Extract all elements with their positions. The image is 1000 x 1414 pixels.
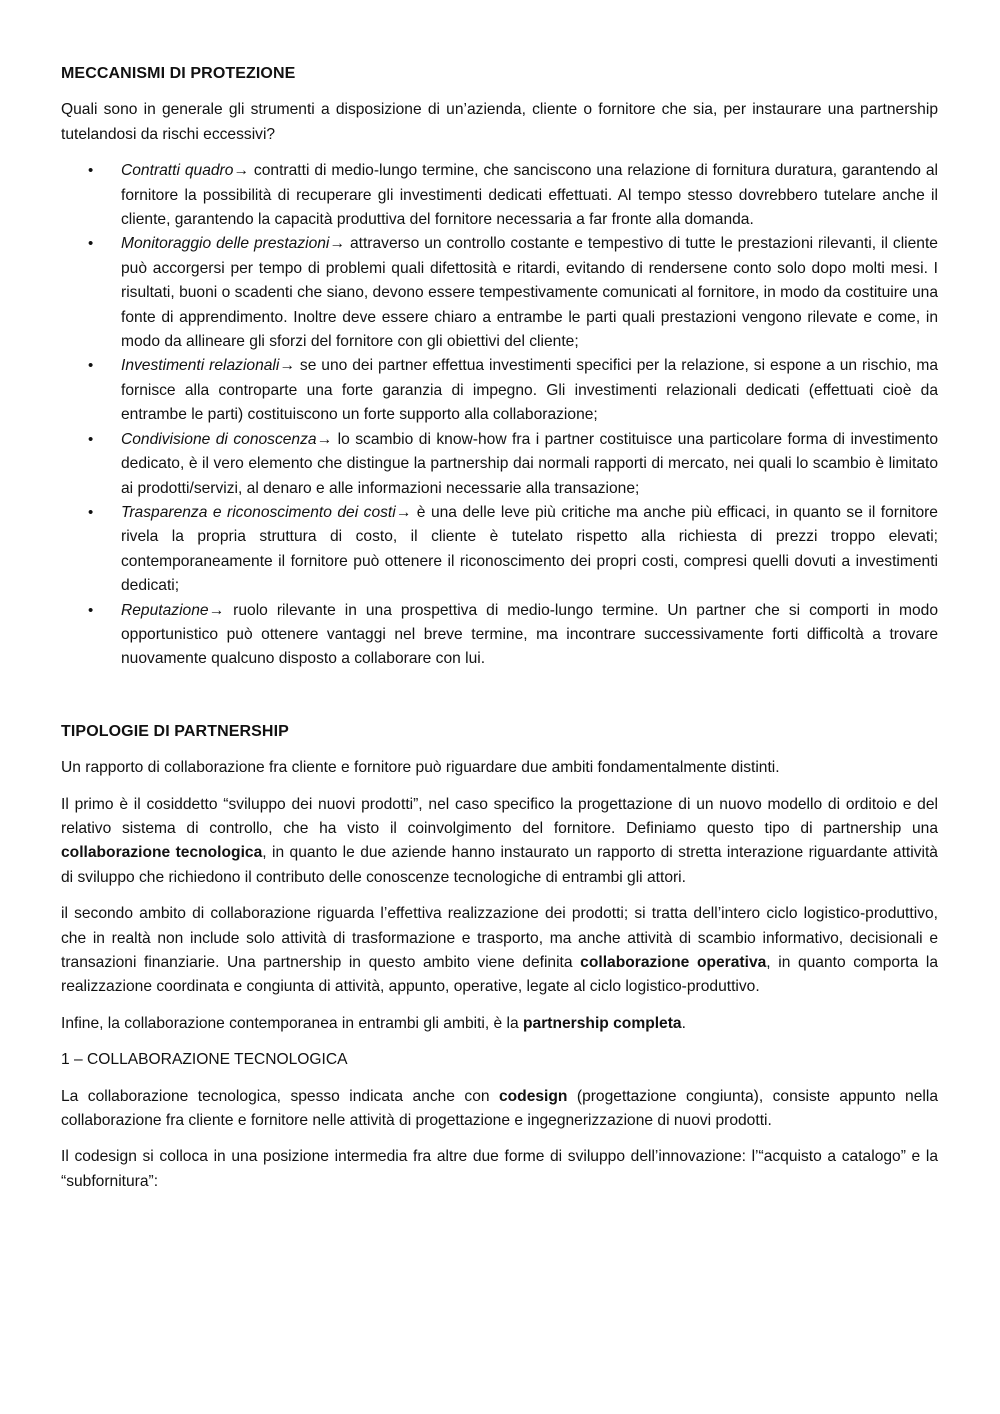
arrow-right-icon: → bbox=[233, 162, 250, 180]
item-text: se uno dei partner effettua investimenti specifici per la relazione, si espone a un rischio, ma fornisce alla controparte una forte garanzia di impegno. Gli investimenti relazionali dedicati (effettuati cioè da entrambe le parti) costituiscono un forte supporto alla collaborazione; bbox=[121, 357, 938, 424]
list-item bbox=[61, 159, 938, 232]
paragraph bbox=[61, 793, 938, 891]
paragraph bbox=[61, 1085, 938, 1134]
list-item bbox=[61, 599, 938, 672]
bullet-icon: • bbox=[88, 430, 94, 448]
item-text: attraverso un controllo costante e tempestivo di tutte le prestazioni rilevanti, il cliente può accorgersi per tempo di problemi quali difettosità e ritardi, evitando di rendersene conto solo dopo molti mesi. I risultati, buoni o scadenti che siano, devono essere tempestivamente comunicati al fornitore, in modo da costituire una fonte di apprendimento. Inoltre deve essere chiaro a entrambe le parti quali prestazioni vengono rilevate e come, in modo da allineare gli sforzi del fornitore con gli obiettivi del cliente; bbox=[121, 235, 938, 351]
intro-paragraph: Quali sono in generale gli strumenti a disposizione di un’azienda, cliente o fornitore che sia, per instaurare una partnership tutelandosi da rischi eccessivi? bbox=[61, 101, 938, 143]
bullet-icon: • bbox=[88, 162, 94, 180]
item-term: Investimenti relazionali bbox=[121, 357, 280, 375]
arrow-right-icon: → bbox=[279, 357, 295, 375]
arrow-right-icon: → bbox=[208, 601, 225, 619]
item-term: Condivisione di conoscenza bbox=[121, 430, 317, 448]
paragraph: Un rapporto di collaborazione fra cliente e fornitore può riguardare due ambiti fondamentalmente distinti. bbox=[61, 759, 780, 777]
document-page bbox=[61, 62, 938, 1206]
item-term: Reputazione bbox=[121, 601, 209, 619]
item-term: Trasparenza e riconoscimento dei costi bbox=[121, 503, 396, 521]
list-item bbox=[61, 501, 938, 599]
item-term: Monitoraggio delle prestazioni bbox=[121, 235, 330, 253]
paragraph-text: Infine, la collaborazione contemporanea in entrambi gli ambiti, è la bbox=[61, 1014, 524, 1032]
bullet-icon: • bbox=[88, 235, 94, 253]
paragraph: Il codesign si colloca in una posizione intermedia fra altre due forme di sviluppo dell’innovazione: l’“acquisto a catalogo” e la “subfornitura”: bbox=[61, 1148, 938, 1190]
bold-term: collaborazione tecnologica bbox=[61, 844, 263, 862]
paragraph-text: il secondo ambito di collaborazione riguarda l’effettiva realizzazione dei prodotti; si tratta dell’intero ciclo logistico-produttivo, che in realtà non include solo attività di trasformazione e trasporto, ma anche attività di scambio informativo, decisionali e transazioni finanziarie. Una partnership in questo ambito viene definita bbox=[61, 905, 938, 971]
bullet-icon: • bbox=[88, 601, 94, 619]
bold-term: collaborazione operativa bbox=[580, 954, 767, 971]
paragraph-text: La collaborazione tecnologica, spesso indicata anche con bbox=[61, 1087, 499, 1105]
item-text: contratti di medio-lungo termine, che sanciscono una relazione di fornitura duratura, garantendo al fornitore la possibilità di recuperare gli investimenti dedicati effettuati. Al tempo stesso dovrebbero tutelare anche il cliente, garantendo la capacità produttiva del fornitore necessaria a far fronte alla domanda. bbox=[121, 162, 939, 229]
paragraph-text: , in quanto comporta la realizzazione coordinata e congiunta di attività, appunto, operative, legate al ciclo logistico-produttivo. bbox=[61, 954, 938, 996]
bold-term: codesign bbox=[498, 1087, 568, 1105]
item-text: ruolo rilevante in una prospettiva di medio-lungo termine. Un partner che si comporti in modo opportunistico può ottenere vantaggi nel breve termine, ma incontrare successivamente forti difficoltà a trovare nuovamente qualcuno disposto a collaborare con lui. bbox=[121, 601, 938, 668]
list-item bbox=[61, 354, 938, 427]
list-item bbox=[61, 232, 938, 354]
protection-list bbox=[61, 159, 938, 672]
arrow-right-icon: → bbox=[395, 503, 412, 521]
section-spacer bbox=[61, 672, 938, 720]
list-item bbox=[61, 428, 938, 501]
item-text: lo scambio di know-how fra i partner costituisce una particolare forma di investimento dedicato, è il vero elemento che distingue la partnership dai normali rapporti di mercato, nei quali lo scambio è limitato ai prodotti/servizi, al denaro e alle informazioni necessarie alla transazione; bbox=[121, 430, 938, 497]
section-title-tipologie: TIPOLOGIE DI PARTNERSHIP bbox=[61, 722, 289, 740]
arrow-right-icon: → bbox=[316, 430, 333, 448]
bullet-icon: • bbox=[88, 357, 94, 375]
bullet-icon: • bbox=[88, 503, 94, 521]
paragraph-text: . bbox=[681, 1014, 686, 1032]
paragraph-text: , in quanto le due aziende hanno instaurato un rapporto di stretta interazione riguardante attività di sviluppo che richiedono il contributo delle conoscenze tecnologiche di entrambi gli attori. bbox=[61, 844, 938, 886]
item-text: è una delle leve più critiche ma anche più efficaci, in quanto se il fornitore rivela la propria struttura di costo, il cliente è tutelato rispetto alla richiesta di prezzi troppo elevati; contemporaneamente il fornitore può ottenere il riconoscimento dei propri costi, compresi quelli dovuti a investimenti dedicati; bbox=[121, 503, 938, 595]
paragraph bbox=[61, 1012, 938, 1036]
paragraph-text: Il primo è il cosiddetto “sviluppo dei nuovi prodotti”, nel caso specifico la progettazione di un nuovo modello di orditoio e del relativo sistema di controllo, che ha visto il coinvolgimento del fornitore. Definiamo questo tipo di partnership una bbox=[61, 795, 938, 837]
section-title-meccanismi: MECCANISMI DI PROTEZIONE bbox=[61, 65, 296, 82]
paragraph bbox=[61, 902, 938, 1000]
paragraph-text: (progettazione congiunta), consiste appunto nella collaborazione fra cliente e fornitore nelle attività di progettazione e ingegnerizzazione di nuovi prodotti. bbox=[61, 1087, 938, 1130]
subsection-title: 1 – COLLABORAZIONE TECNOLOGICA bbox=[61, 1051, 348, 1069]
bold-term: partnership completa bbox=[523, 1014, 682, 1032]
item-term: Contratti quadro bbox=[121, 162, 234, 180]
arrow-right-icon: → bbox=[329, 235, 345, 253]
